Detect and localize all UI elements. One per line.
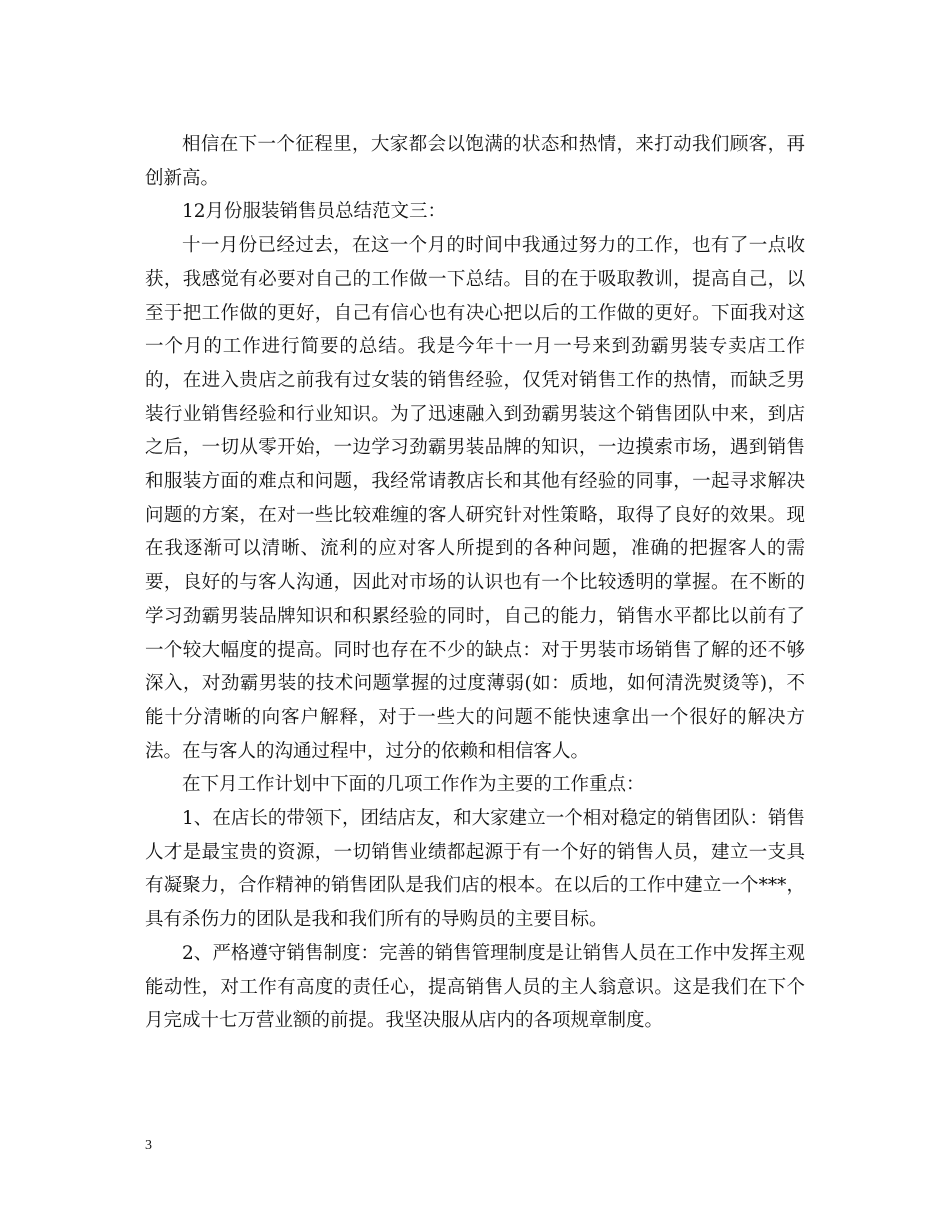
paragraph-monthly-summary: 十一月份已经过去，在这一个月的时间中我通过努力的工作，也有了一点收获，我感觉有必要对自己的工作做一下总结。目的在于吸取教训，提高自己，以至于把工作做的更好，自己有信心也有决心把以后的工作做的更好。下面我对这一个月的工作进行简要的总结。我是今年十一月一号来到劲霸男装专卖店工作的，在进入贵店之前我有过女装的销售经验，仅凭对销售工作的热情，而缺乏男装行业销售经验和行业知识。为了迅速融入到劲霸男装这个销售团队中来，到店之后，一切从零开始，一边学习劲霸男装品牌的知识，一边摸索市场，遇到销售和服装方面的难点和问题，我经常请教店长和其他有经验的同事，一起寻求解决问题的方案，在对一些比较难缠的客人研究针对性策略，取得了良好的效果。现在我逐渐可以清晰、流利的应对客人所提到的各种问题，准确的把握客人的需要，良好的与客人沟通，因此对市场的认识也有一个比较透明的掌握。在不断的学习劲霸男装品牌知识和积累经验的同时，自己的能力，销售水平都比以前有了一个较大幅度的提高。同时也存在不少的缺点：对于男装市场销售了解的还不够深入，对劲霸男装的技术问题掌握的过度薄弱(如：质地，如何清洗熨烫等)，不能十分清晰的向客户解释，对于一些大的问题不能快速拿出一个很好的解决方法。在与客人的沟通过程中，过分的依赖和相信客人。	[145, 235, 805, 762]
paragraph-plan-item-1: 1、在店长的带领下，团结店友，和大家建立一个相对稳定的销售团队：销售人才是最宝贵的资源，一切销售业绩都起源于有一个好的销售人员，建立一支具有凝聚力，合作精神的销售团队是我们店的根本。在以后的工作中建立一个***，具有杀伤力的团队是我和我们所有的导购员的主要目标。	[145, 808, 805, 931]
paragraph-section-title: 12月份服装销售员总结范文三：	[182, 201, 447, 223]
paragraph-closing-remark: 相信在下一个征程里，大家都会以饱满的状态和热情，来打动我们顾客，再创新高。	[145, 134, 805, 189]
document-body	[145, 128, 805, 1038]
paragraph-plan-item-2: 2、严格遵守销售制度：完善的销售管理制度是让销售人员在工作中发挥主观能动性，对工作有高度的责任心，提高销售人员的主人翁意识。这是我们在下个月完成十七万营业额的前提。我坚决服从店内的各项规章制度。	[145, 942, 805, 1032]
page-number: 3	[145, 1138, 152, 1153]
paragraph-plan-intro: 在下月工作计划中下面的几项工作作为主要的工作重点：	[182, 774, 645, 796]
